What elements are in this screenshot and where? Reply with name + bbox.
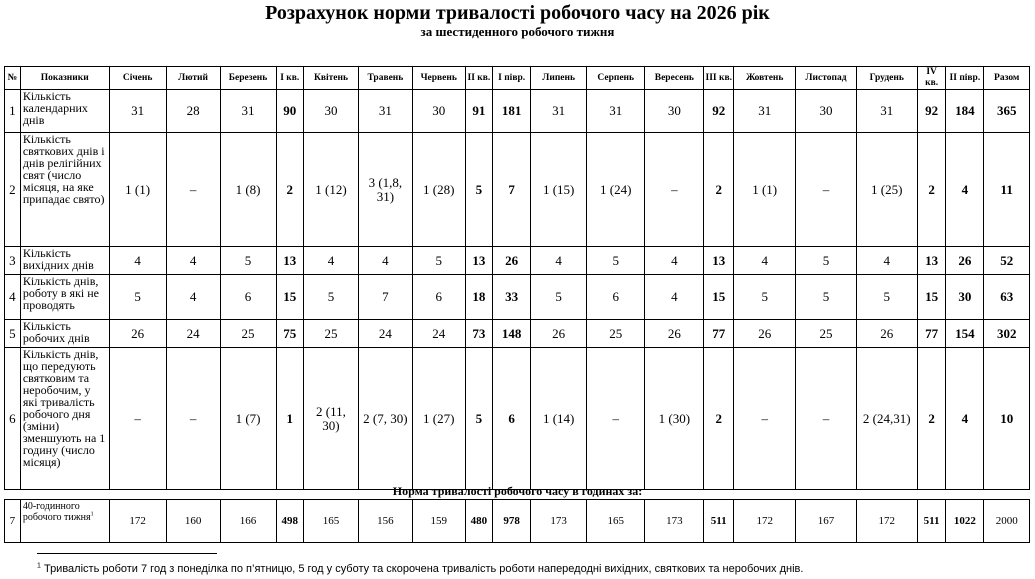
norm-hours-table xyxy=(4,499,1030,543)
table-cell: 30 xyxy=(304,90,359,133)
table-cell: 75 xyxy=(276,320,303,348)
table-cell: 5 xyxy=(734,275,796,320)
table-cell: 11 xyxy=(984,133,1030,247)
table-cell: 5 xyxy=(796,275,856,320)
table-row xyxy=(5,275,1030,320)
table-cell: 172 xyxy=(109,500,166,543)
table-cell: 18 xyxy=(465,275,492,320)
table-cell: 25 xyxy=(796,320,856,348)
col-header: Січень xyxy=(109,67,166,90)
table-cell: – xyxy=(734,348,796,490)
table-cell: 4 xyxy=(358,247,412,275)
table-cell: 31 xyxy=(220,90,276,133)
table-row xyxy=(5,348,1030,490)
table-cell: 4 xyxy=(166,275,220,320)
table-cell: 30 xyxy=(796,90,856,133)
table-cell: 5 xyxy=(796,247,856,275)
table-cell: 92 xyxy=(704,90,734,133)
table-cell: 5 xyxy=(465,348,492,490)
table-cell: – xyxy=(587,348,645,490)
table-cell: 77 xyxy=(917,320,946,348)
col-header: Серпень xyxy=(587,67,645,90)
row-number: 3 xyxy=(5,247,21,275)
table-cell: 26 xyxy=(531,320,587,348)
table-cell: 26 xyxy=(734,320,796,348)
table-cell: 7 xyxy=(493,133,531,247)
table-cell: 5 xyxy=(856,275,917,320)
table-cell: 15 xyxy=(704,275,734,320)
table-cell: 26 xyxy=(493,247,531,275)
table-cell: 2 (24,31) xyxy=(856,348,917,490)
table-cell: 25 xyxy=(304,320,359,348)
table-cell: 1 (1) xyxy=(734,133,796,247)
table-cell: 28 xyxy=(166,90,220,133)
row-label: Кількість днів, роботу в які не проводять xyxy=(20,275,109,320)
col-header: Червень xyxy=(412,67,465,90)
table-cell: 167 xyxy=(796,500,856,543)
table-cell: 184 xyxy=(946,90,984,133)
table-cell: 26 xyxy=(946,247,984,275)
table-cell: 5 xyxy=(412,247,465,275)
table-cell: – xyxy=(796,348,856,490)
table-cell: 6 xyxy=(493,348,531,490)
table-cell: 511 xyxy=(917,500,946,543)
table-cell: 1 (24) xyxy=(587,133,645,247)
table-cell: 2000 xyxy=(984,500,1030,543)
row-number: 2 xyxy=(5,133,21,247)
table-cell: – xyxy=(166,133,220,247)
table-cell: 26 xyxy=(645,320,704,348)
table-cell: 13 xyxy=(704,247,734,275)
col-header: Липень xyxy=(531,67,587,90)
table-cell: 5 xyxy=(220,247,276,275)
table-row xyxy=(5,247,1030,275)
table-cell: 4 xyxy=(946,348,984,490)
table-cell: 4 xyxy=(856,247,917,275)
page-title: Розрахунок норми тривалості робочого часу на 2026 рік xyxy=(265,2,770,24)
table-cell: 498 xyxy=(276,500,303,543)
table-cell: – xyxy=(645,133,704,247)
table-cell: 6 xyxy=(412,275,465,320)
table-cell: 92 xyxy=(917,90,946,133)
table-cell: 173 xyxy=(531,500,587,543)
table-cell: 2 (11, 30) xyxy=(304,348,359,490)
table-cell: 181 xyxy=(493,90,531,133)
table-cell: 4 xyxy=(946,133,984,247)
table-cell: 31 xyxy=(531,90,587,133)
table-cell: 2 xyxy=(704,133,734,247)
col-header: II півр. xyxy=(946,67,984,90)
table-cell: 30 xyxy=(645,90,704,133)
table-cell: 4 xyxy=(645,247,704,275)
table-cell: 1 (1) xyxy=(109,133,166,247)
col-header: III кв. xyxy=(704,67,734,90)
table-cell: 24 xyxy=(412,320,465,348)
table-cell: 154 xyxy=(946,320,984,348)
footnote-ref: 1 xyxy=(90,511,94,518)
col-header: Вересень xyxy=(645,67,704,90)
table-cell: 13 xyxy=(276,247,303,275)
table-cell: 4 xyxy=(166,247,220,275)
table-cell: 6 xyxy=(220,275,276,320)
table-cell: 5 xyxy=(304,275,359,320)
row-number: 7 xyxy=(5,500,21,543)
table-row xyxy=(5,90,1030,133)
table-cell: 6 xyxy=(587,275,645,320)
table-cell: 24 xyxy=(358,320,412,348)
col-header: Травень xyxy=(358,67,412,90)
table-cell: – xyxy=(166,348,220,490)
table-cell: 30 xyxy=(946,275,984,320)
working-time-table xyxy=(4,66,1030,490)
table-cell: 31 xyxy=(109,90,166,133)
table-cell: 31 xyxy=(358,90,412,133)
table-cell: 511 xyxy=(704,500,734,543)
table-cell: 1 (7) xyxy=(220,348,276,490)
table-cell: 1 (28) xyxy=(412,133,465,247)
table-cell: 2 xyxy=(917,133,946,247)
table-cell: 4 xyxy=(109,247,166,275)
table-cell: 2 (7, 30) xyxy=(358,348,412,490)
table-cell: 31 xyxy=(734,90,796,133)
table-cell: 10 xyxy=(984,348,1030,490)
table-cell: 26 xyxy=(109,320,166,348)
footnote-divider xyxy=(37,553,217,554)
row-number: 5 xyxy=(5,320,21,348)
table-cell: 302 xyxy=(984,320,1030,348)
table-cell: 26 xyxy=(856,320,917,348)
table-cell: 24 xyxy=(166,320,220,348)
table-cell: 13 xyxy=(917,247,946,275)
table-cell: 173 xyxy=(645,500,704,543)
col-header: I півр. xyxy=(493,67,531,90)
table-cell: 166 xyxy=(220,500,276,543)
table-cell: 148 xyxy=(493,320,531,348)
table-cell: 3 (1,8, 31) xyxy=(358,133,412,247)
col-header: Квітень xyxy=(304,67,359,90)
table-cell: – xyxy=(796,133,856,247)
col-header: I кв. xyxy=(276,67,303,90)
table-cell: 1 (15) xyxy=(531,133,587,247)
row-label: Кількість днів, що передують святковим та неробочим, у які тривалість робочого дня (зміни) зменшують на 1 годину (число місяця) xyxy=(20,348,109,490)
table-cell: 2 xyxy=(917,348,946,490)
table-cell: 1 (27) xyxy=(412,348,465,490)
table-cell: 165 xyxy=(587,500,645,543)
table-cell: 1 (30) xyxy=(645,348,704,490)
table-cell: 1 (25) xyxy=(856,133,917,247)
row-label: Кількість вихідних днів xyxy=(20,247,109,275)
col-header: Березень xyxy=(220,67,276,90)
table-cell: 1 (14) xyxy=(531,348,587,490)
col-header: II кв. xyxy=(465,67,492,90)
footnote xyxy=(37,563,803,575)
table-cell: 63 xyxy=(984,275,1030,320)
col-header: № xyxy=(5,67,21,90)
table-cell: 5 xyxy=(587,247,645,275)
row-label: Кількість святкових днів і днів релігійних свят (число місяця, на яке припадає свято) xyxy=(20,133,109,247)
table-cell: 1 (12) xyxy=(304,133,359,247)
row-label: Кількість календарних днів xyxy=(20,90,109,133)
table-cell: 160 xyxy=(166,500,220,543)
table-cell: 4 xyxy=(531,247,587,275)
col-header: Грудень xyxy=(856,67,917,90)
col-header: Разом xyxy=(984,67,1030,90)
table-cell: 978 xyxy=(493,500,531,543)
table-cell: 2 xyxy=(276,133,303,247)
table-cell: 1 xyxy=(276,348,303,490)
table-cell: 33 xyxy=(493,275,531,320)
table-cell: 25 xyxy=(587,320,645,348)
table-cell: 165 xyxy=(304,500,359,543)
table-cell: 172 xyxy=(734,500,796,543)
table-cell: 15 xyxy=(917,275,946,320)
table-cell: 1022 xyxy=(946,500,984,543)
col-header: Лютий xyxy=(166,67,220,90)
table-cell: 1 (8) xyxy=(220,133,276,247)
table-cell: 15 xyxy=(276,275,303,320)
row-number: 4 xyxy=(5,275,21,320)
table-cell: 52 xyxy=(984,247,1030,275)
table-cell: 159 xyxy=(412,500,465,543)
table-cell: 31 xyxy=(587,90,645,133)
table-cell: 2 xyxy=(704,348,734,490)
table-cell: 4 xyxy=(645,275,704,320)
table-cell: 4 xyxy=(734,247,796,275)
table-cell: 73 xyxy=(465,320,492,348)
footnote-text: Тривалість роботи 7 год з понеділка по п’ятницю, 5 год у суботу та скорочена тривалість роботи напередодні вихідних, святкових та неробочих днів. xyxy=(40,563,804,575)
table-cell: 365 xyxy=(984,90,1030,133)
table-cell: 5 xyxy=(109,275,166,320)
table-cell: 156 xyxy=(358,500,412,543)
table-cell: 25 xyxy=(220,320,276,348)
row-number: 1 xyxy=(5,90,21,133)
page-subtitle: за шестиденного робочого тижня xyxy=(420,24,615,39)
table-cell: 90 xyxy=(276,90,303,133)
norm-heading: Норма тривалості робочого часу в годинах за: xyxy=(392,484,643,498)
table-cell: 77 xyxy=(704,320,734,348)
norm-label-text: 40-годинного робочого тижня xyxy=(22,501,91,523)
table-cell: 5 xyxy=(465,133,492,247)
table-cell: 480 xyxy=(465,500,492,543)
table-cell: 13 xyxy=(465,247,492,275)
col-header: IV кв. xyxy=(917,67,946,90)
col-header: Листопад xyxy=(796,67,856,90)
table-cell: 31 xyxy=(856,90,917,133)
col-header: Жовтень xyxy=(734,67,796,90)
row-label: Кількість робочих днів xyxy=(20,320,109,348)
footnote-mark: 1 xyxy=(37,562,41,570)
row-label xyxy=(20,500,109,543)
norm-row xyxy=(5,500,1030,543)
table-row xyxy=(5,133,1030,247)
header-row xyxy=(5,67,1030,90)
table-cell: 7 xyxy=(358,275,412,320)
col-header: Показники xyxy=(20,67,109,90)
table-row xyxy=(5,320,1030,348)
table-cell: 4 xyxy=(304,247,359,275)
row-number: 6 xyxy=(5,348,21,490)
table-cell: 172 xyxy=(856,500,917,543)
table-cell: 30 xyxy=(412,90,465,133)
table-cell: 5 xyxy=(531,275,587,320)
table-cell: 91 xyxy=(465,90,492,133)
table-cell: – xyxy=(109,348,166,490)
